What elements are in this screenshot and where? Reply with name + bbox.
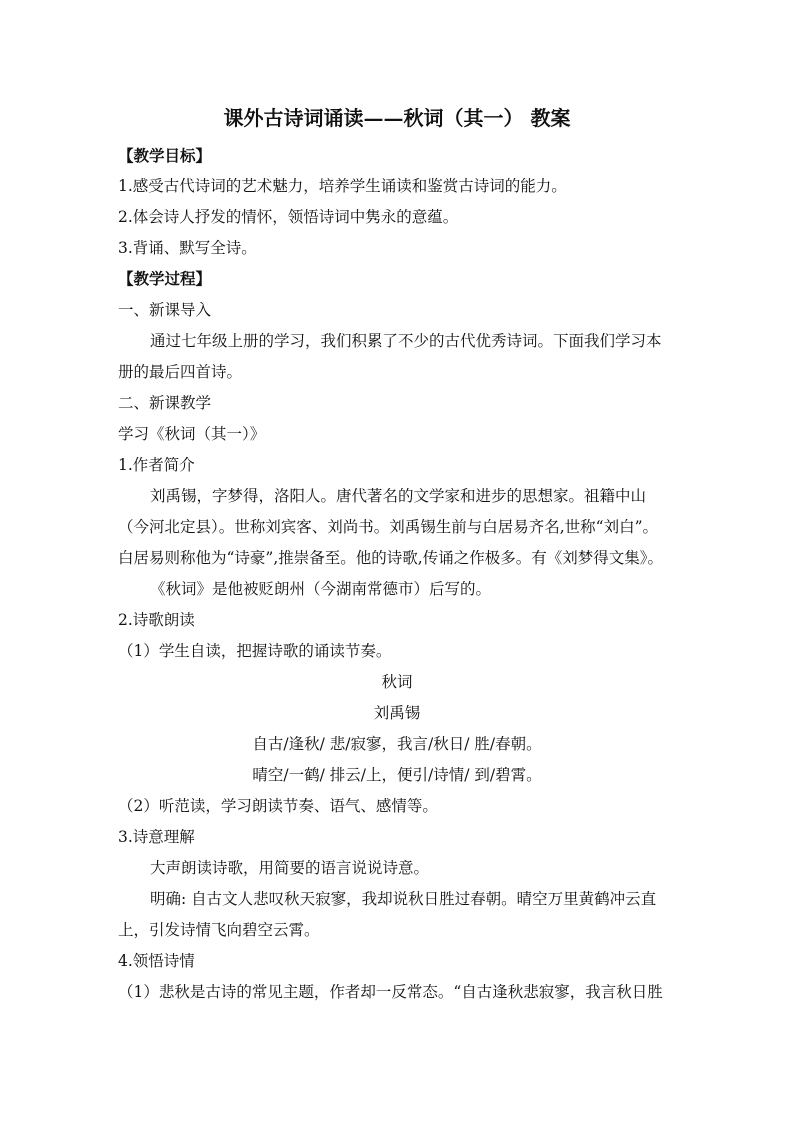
author-paragraph-line-3: 白居易则称他为“诗豪”,推崇备至。他的诗歌,传诵之作极多。有《刘梦得文集》。 bbox=[118, 549, 663, 567]
process-heading: 【教学过程】 bbox=[118, 269, 212, 288]
feeling-line-1: （1）悲秋是古诗的常见主题，作者却一反常态。“自古逢秋悲寂寥，我言秋日胜 bbox=[118, 983, 663, 1001]
poem-title: 秋词 bbox=[381, 673, 413, 691]
intro-paragraph-line-1: 通过七年级上册的学习，我们积累了不少的古代优秀诗词。下面我们学习本 bbox=[150, 332, 662, 350]
objective-item-3: 3.背诵、默写全诗。 bbox=[118, 239, 257, 257]
recite-heading: 2.诗歌朗读 bbox=[118, 611, 195, 629]
objectives-heading: 【教学目标】 bbox=[118, 146, 212, 165]
meaning-line-2: 明确: 自古文人悲叹秋天寂寥，我却说秋日胜过春朝。晴空万里黄鹤冲云直 bbox=[150, 890, 657, 908]
meaning-line-1: 大声朗读诗歌，用简要的语言说说诗意。 bbox=[150, 859, 430, 877]
author-paragraph-line-4: 《秋词》是他被贬朗州（今湖南常德市）后写的。 bbox=[150, 580, 492, 598]
author-paragraph-line-2: （今河北定县）。世称刘宾客、刘尚书。刘禹锡生前与白居易齐名,世称“刘白”。 bbox=[118, 518, 659, 536]
section2-heading: 二、新课教学 bbox=[118, 394, 212, 412]
author-heading: 1.作者简介 bbox=[118, 456, 195, 474]
recite-step-1: （1）学生自读，把握诗歌的诵读节奏。 bbox=[118, 642, 392, 660]
objective-item-1: 1.感受古代诗词的艺术魅力，培养学生诵读和鉴赏古诗词的能力。 bbox=[118, 177, 567, 195]
recite-step-2: （2）听范读，学习朗读节奏、语气、感情等。 bbox=[118, 797, 438, 815]
section1-heading: 一、新课导入 bbox=[118, 301, 212, 319]
poem-author: 刘禹锡 bbox=[373, 704, 421, 722]
poem-line-2: 晴空/一鹤/ 排云/上，便引/诗情/ 到/碧霄。 bbox=[252, 766, 542, 784]
intro-paragraph-line-2: 册的最后四首诗。 bbox=[118, 363, 243, 381]
study-title: 学习《秋词（其一）》 bbox=[118, 425, 266, 443]
poem-line-1: 自古/逢秋/ 悲/寂寥，我言/秋日/ 胜/春朝。 bbox=[252, 735, 542, 753]
document-title: 课外古诗词诵读——秋词（其一） 教案 bbox=[223, 106, 571, 130]
feeling-heading: 4.领悟诗情 bbox=[118, 952, 195, 970]
objective-item-2: 2.体会诗人抒发的情怀，领悟诗词中隽永的意蕴。 bbox=[118, 208, 459, 226]
author-paragraph-line-1: 刘禹锡，字梦得，洛阳人。唐代著名的文学家和进步的思想家。祖籍中山 bbox=[150, 487, 647, 505]
meaning-line-3: 上，引发诗情飞向碧空云霄。 bbox=[118, 921, 320, 939]
meaning-heading: 3.诗意理解 bbox=[118, 828, 195, 846]
